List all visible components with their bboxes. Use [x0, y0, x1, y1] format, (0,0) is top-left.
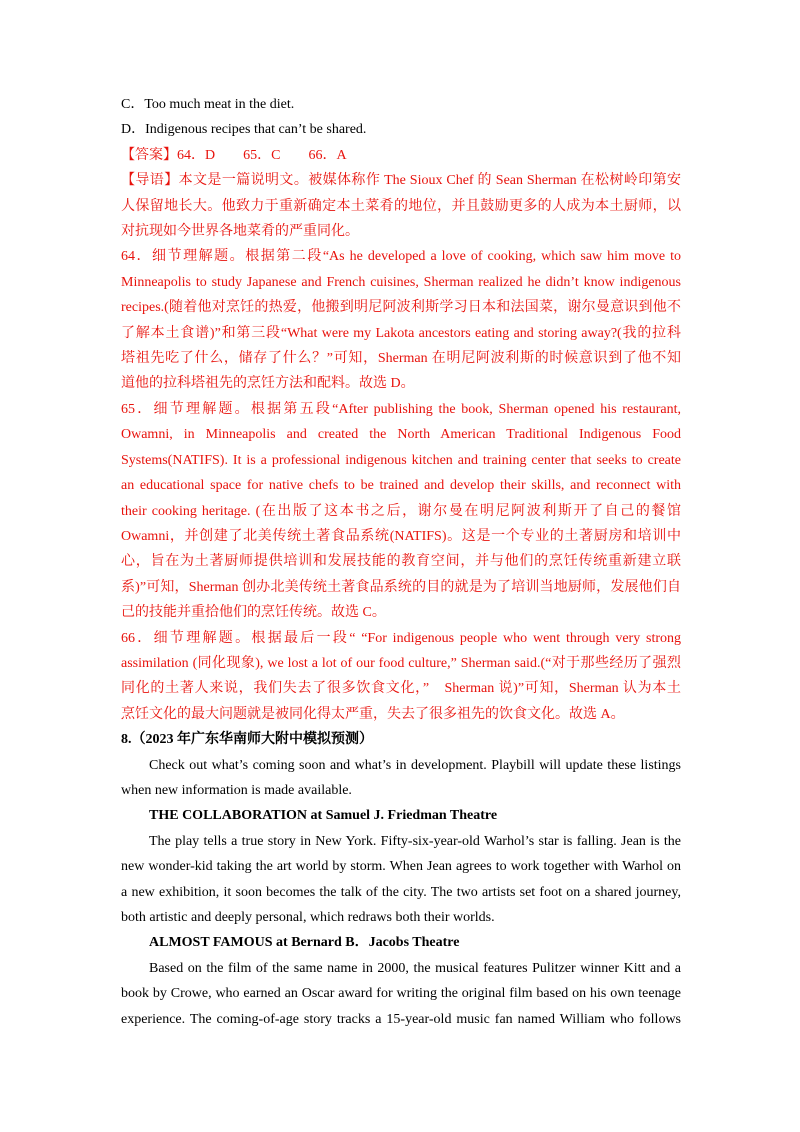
text-line: 烹饪文化的最大问题就是被同化得太严重，失去了很多祖先的饮食文化。故选 A。 [121, 706, 625, 722]
text-line: Based on the film of the same name in 2000, the musical features Pulitzer winner Kitt and a [149, 960, 681, 976]
q65-explanation [121, 397, 681, 626]
text-line: 塔祖先吃了什么，储存了什么？”可知，Sherman 在明尼阿波利斯的时候意识到了他不知 [121, 351, 681, 367]
text-line: 对抗现如今世界各地菜肴的严重同化。 [121, 224, 359, 240]
text-line: 己的技能并重拾他们的烹饪传统。故选 C。 [121, 605, 386, 621]
show2-title: ALMOST FAMOUS at Bernard B．Jacobs Theatre [149, 935, 460, 951]
text-line: experience. The coming-of-age story tracks a 15-year-old music fan named William who follows [121, 1011, 681, 1027]
text-line: when new information is made available. [121, 782, 352, 798]
text-line: Minneapolis to study Japanese and French cuisines, Sherman realized he didn’t know indigenous [121, 274, 681, 290]
text-line: 同化的土著人来说，我们失去了很多饮食文化，” Sherman 说)”可知，Sherman 认为本土 [121, 681, 681, 697]
show1-description [121, 829, 681, 931]
text-line: both artistic and deeply personal, which redraws both their worlds. [121, 910, 495, 925]
answer-line: 【答案】64．D 65．C 66．A [121, 147, 347, 163]
option-c: C．Too much meat in the diet. [121, 97, 295, 112]
text-line: The play tells a true story in New York. Fifty-six-year-old Warhol’s star is falling. Jean is the [149, 833, 681, 849]
text-line: Check out what’s coming soon and what’s in development. Playbill will update these listings [149, 757, 681, 773]
document-page [121, 92, 681, 1032]
q64-explanation [121, 244, 681, 396]
text-line: new wonder-kid taking the art world by storm. When Jean agrees to work together with Warhol on [121, 859, 681, 875]
passage-intro [121, 753, 681, 804]
text-line: 【导语】本文是一篇说明文。被媒体称作 The Sioux Chef 的 Sean Sherman 在松树岭印第安 [121, 173, 681, 189]
show1-title: THE COLLABORATION at Samuel J. Friedman Theatre [149, 808, 498, 824]
text-line: 系)”可知，Sherman 创办北美传统土著食品系统的目的就是为了培训当地厨师，发展他们自 [121, 579, 681, 595]
text-line: an educational space for native chefs to be trained and develop their skills, and reconnect with [121, 478, 681, 494]
text-line: recipes.(随着他对烹饪的热爱，他搬到明尼阿波利斯学习日本和法国菜，谢尔曼意识到他不 [121, 300, 681, 316]
text-line: book by Crowe, who earned an Oscar award for writing the original film based on his own teenage [121, 986, 681, 1002]
text-line: Owamni, in Minneapolis and created the North American Traditional Indigenous Food [121, 427, 681, 443]
show2-description [121, 956, 681, 1032]
text-line: a new exhibition, it soon becomes the talk of the city. The two artists set foot on a shared journey, [121, 884, 681, 900]
section-header: 8.（2023 年广东华南师大附中模拟预测） [121, 732, 373, 748]
text-line: Systems(NATIFS). It is a professional indigenous kitchen and training center that seeks to create [121, 452, 681, 468]
text-line: 65．细节理解题。根据第五段“After publishing the book, Sherman opened his restaurant, [121, 401, 681, 417]
text-line: 道他的拉科塔祖先的烹饪方法和配料。故选 D。 [121, 376, 415, 392]
text-line: assimilation (同化现象), we lost a lot of our food culture,” Sherman said.(“对于那些经历了强烈 [121, 655, 681, 671]
option-d: D．Indigenous recipes that can’t be shared. [121, 122, 367, 138]
text-line: 64．细节理解题。根据第二段“As he developed a love of cooking, which saw him move to [121, 249, 681, 265]
text-line: 心，旨在为土著厨师提供培训和发展技能的教育空间，并与他们的烹饪传统重新建立联 [121, 554, 681, 570]
intro-explanation [121, 168, 681, 244]
text-line: 了解本土食谱)”和第三段“What were my Lakota ancestors eating and storing away?(我的拉科 [121, 325, 681, 341]
text-line: their cooking heritage. (在出版了这本书之后，谢尔曼在明尼阿波利斯开了自己的餐馆 [121, 503, 681, 519]
text-line: Owamni，并创建了北美传统土著食品系统(NATIFS)。这是一个专业的土著厨房和培训中 [121, 528, 681, 544]
text-line: 人保留地长大。他致力于重新确定本土菜肴的地位，并且鼓励更多的人成为本土厨师，以 [121, 198, 681, 214]
text-line: 66．细节理解题。根据最后一段“ “For indigenous people who went through very strong [121, 630, 681, 646]
q66-explanation [121, 626, 681, 728]
